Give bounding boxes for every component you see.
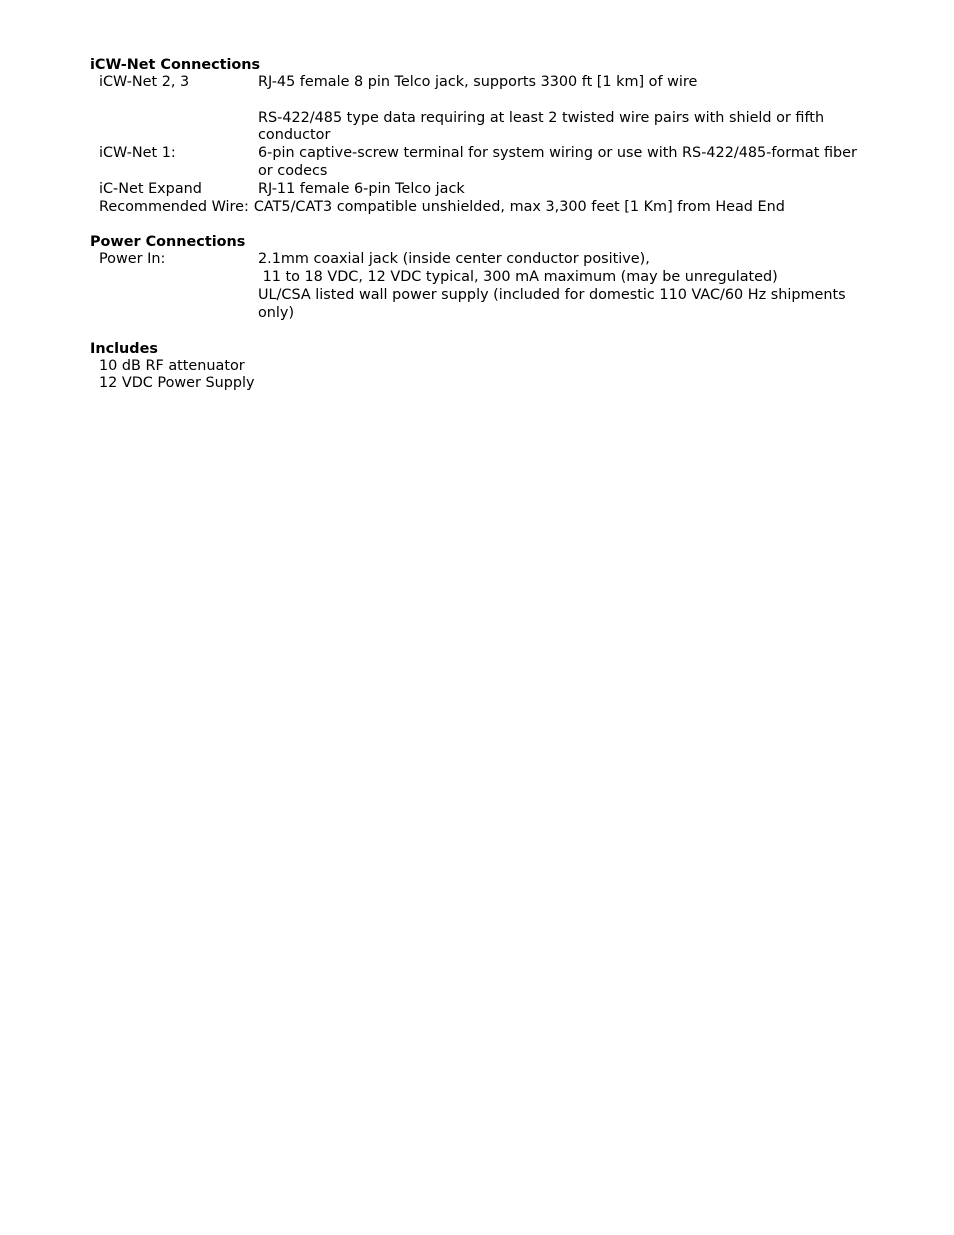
spec-label: Power In: — [99, 251, 166, 268]
spec-label: iCW-Net 2, 3 — [99, 74, 190, 90]
spec-value-line: 6-pin captive-screw terminal for system wiring or use with RS-422/485-format fiber or codecs — [258, 145, 862, 179]
spec-value — [254, 199, 870, 217]
power-connections-heading: Power Connections — [90, 234, 246, 251]
spec-value-line: 11 to 18 VDC, 12 VDC typical, 300 mA maximum (may be unregulated) — [258, 269, 778, 286]
spec-value — [258, 74, 870, 145]
icw-net-connections-heading: iCW-Net Connections — [90, 57, 261, 73]
spec-value-line: RJ-45 female 8 pin Telco jack, supports 3300 ft [1 km] of wire — [258, 74, 698, 90]
spec-value — [258, 251, 870, 322]
spec-value-line: 2.1mm coaxial jack (inside center conductor positive), — [258, 251, 650, 268]
spec-value-line: RS-422/485 type data requiring at least 2 twisted wire pairs with shield or fifth conductor — [258, 109, 829, 144]
spec-value — [258, 145, 870, 181]
spec-value-line: CAT5/CAT3 compatible unshielded, max 3,300 feet [1 Km] from Head End — [253, 198, 785, 215]
spec-row-recommended-wire — [90, 199, 870, 217]
spec-label: Recommended Wire: — [99, 198, 249, 215]
spec-label: iC-Net Expand — [99, 180, 202, 197]
spec-label: iCW-Net 1: — [99, 145, 176, 162]
spec-value-line: RJ-11 female 6-pin Telco jack — [258, 180, 465, 197]
include-item: 10 dB RF attenuator — [99, 357, 245, 374]
spec-row-ic-net-expand — [90, 181, 870, 199]
spec-value-line — [258, 92, 870, 110]
includes-heading: Includes — [90, 340, 158, 357]
include-item: 12 VDC Power Supply — [99, 375, 255, 392]
spec-page — [90, 57, 870, 411]
power-connections-section — [90, 234, 870, 322]
spec-row-icw-net-1 — [90, 145, 870, 181]
includes-section — [90, 341, 870, 394]
spec-value — [258, 181, 870, 199]
spec-row-icw-net-2-3 — [90, 74, 870, 145]
spec-value-line: UL/CSA listed wall power supply (included for domestic 110 VAC/60 Hz shipments only) — [258, 286, 851, 321]
icw-net-connections-section — [90, 57, 870, 216]
spec-row-power-in — [90, 251, 870, 322]
